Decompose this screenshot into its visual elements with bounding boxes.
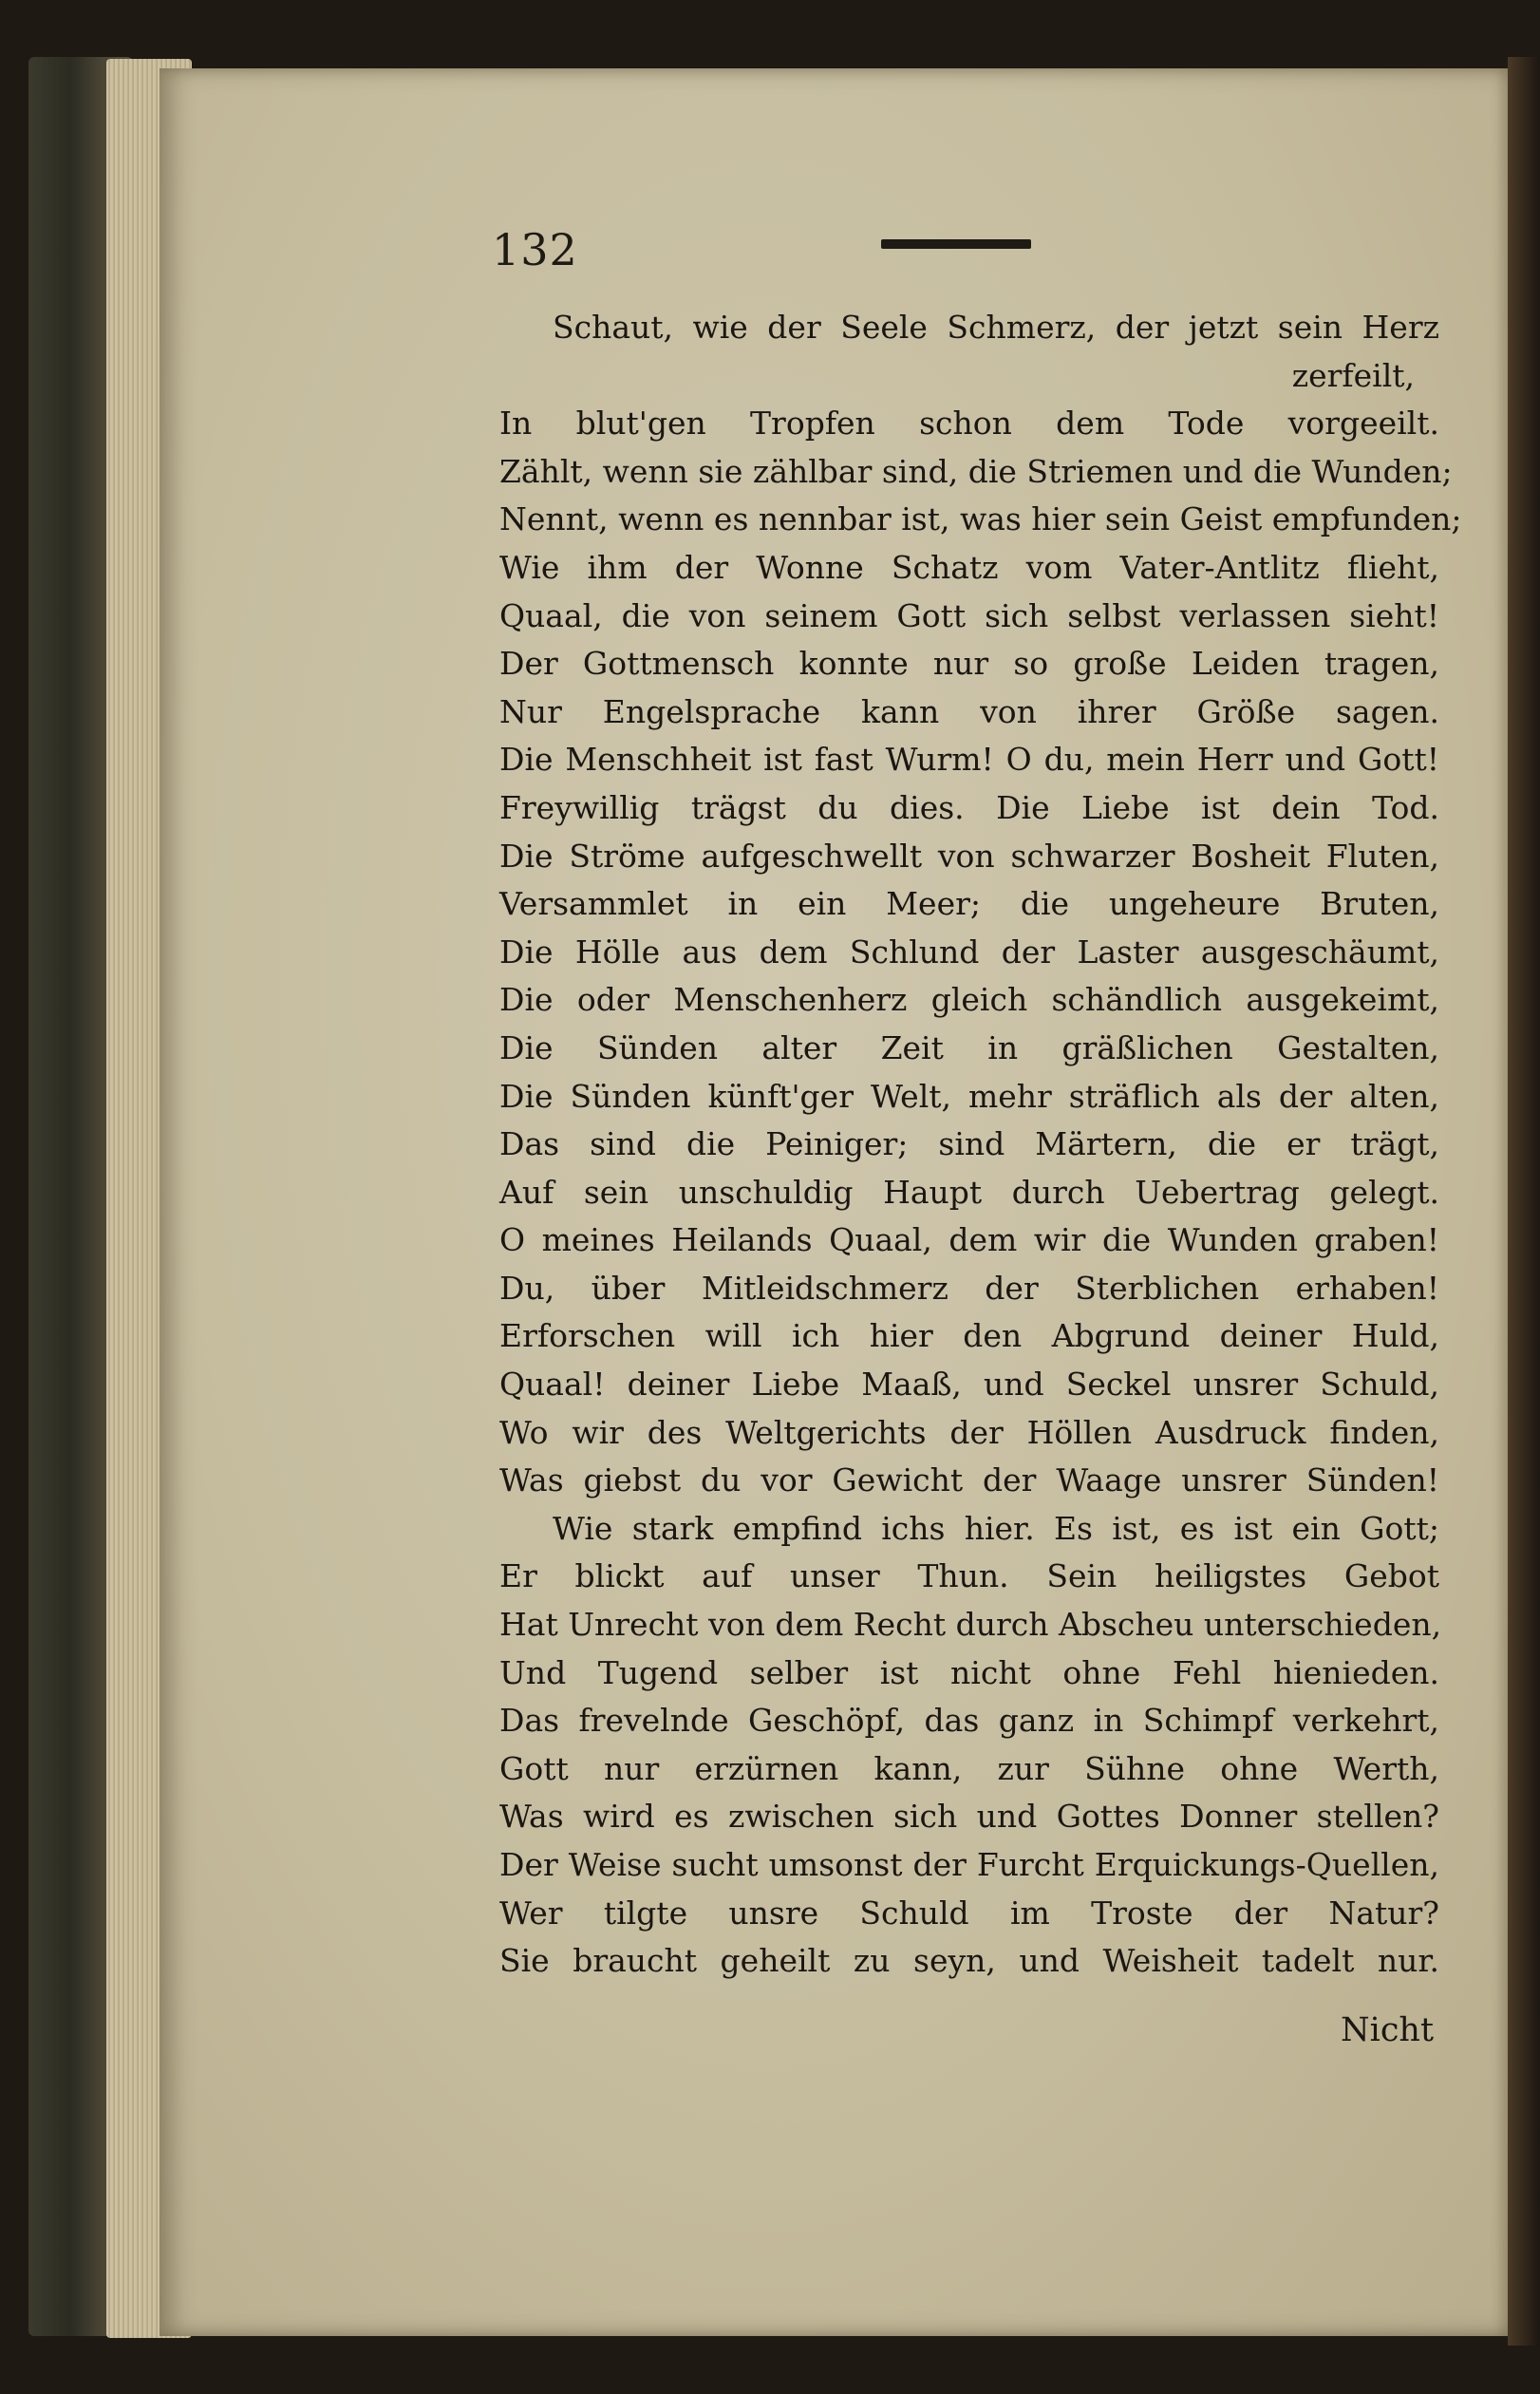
text-line: Er blickt auf unser Thun. Sein heiligstes Gebot (499, 1557, 1439, 1595)
text-line: Die oder Menschenherz gleich schändlich ausgekeimt, (499, 981, 1439, 1019)
text-line: Du, über Mitleidschmerz der Sterblichen erhaben! (499, 1269, 1439, 1307)
text-line: Was giebst du vor Gewicht der Waage unsrer Sünden! (499, 1461, 1439, 1499)
text-line: Wer tilgte unsre Schuld im Troste der Natur? (499, 1894, 1439, 1932)
text-line: zerfeilt, (1291, 356, 1415, 394)
text-line: Quaal! deiner Liebe Maaß, und Seckel unsrer Schuld, (499, 1366, 1439, 1404)
poem-text (499, 304, 1462, 1986)
text-line: Zählt, wenn sie zählbar sind, die Striemen und die Wunden; (499, 452, 1453, 490)
text-line: Die Ströme aufgeschwellt von schwarzer Bosheit Fluten, (499, 837, 1439, 875)
text-line: Wo wir des Weltgerichts der Höllen Ausdruck finden, (499, 1413, 1439, 1451)
text-line: Hat Unrecht von dem Recht durch Abscheu unterschieden, (499, 1606, 1442, 1644)
text-line: Erforschen will ich hier den Abgrund deiner Huld, (499, 1317, 1439, 1355)
page-number: 132 (492, 224, 578, 275)
catchword: Nicht (1341, 2011, 1435, 2049)
text-line: Das sind die Peiniger; sind Märtern, die er trägt, (499, 1125, 1439, 1163)
text-line: Der Gottmensch konnte nur so große Leiden tragen, (499, 645, 1439, 683)
text-line: Quaal, die von seinem Gott sich selbst verlassen sieht! (499, 596, 1439, 634)
gutter-shadow (1508, 57, 1540, 2346)
text-line: Die Sünden künft'ger Welt, mehr sträflich als der alten, (499, 1077, 1439, 1115)
text-line: Das frevelnde Geschöpf, das ganz in Schimpf verkehrt, (499, 1702, 1439, 1740)
text-line: In blut'gen Tropfen schon dem Tode vorgeeilt. (499, 405, 1439, 443)
text-line: Auf sein unschuldig Haupt durch Uebertrag gelegt. (499, 1173, 1439, 1211)
text-line: Wie stark empfind ichs hier. Es ist, es ist ein Gott; (553, 1509, 1439, 1547)
text-line: Nur Engelsprache kann von ihrer Größe sagen. (499, 692, 1439, 730)
text-line: Die Menschheit ist fast Wurm! O du, mein Herr und Gott! (499, 741, 1439, 779)
header-rule (881, 239, 1031, 249)
text-line: Nennt, wenn es nennbar ist, was hier sein Geist empfunden; (499, 500, 1462, 538)
text-line: Die Hölle aus dem Schlund der Laster ausgeschäumt, (499, 933, 1439, 971)
text-line: O meines Heilands Quaal, dem wir die Wunden graben! (499, 1221, 1439, 1259)
text-line: Die Sünden alter Zeit in gräßlichen Gestalten, (499, 1028, 1439, 1066)
text-line: Schaut, wie der Seele Schmerz, der jetzt sein Herz (553, 309, 1439, 346)
text-line: Gott nur erzürnen kann, zur Sühne ohne Werth, (499, 1749, 1439, 1787)
text-line: Der Weise sucht umsonst der Furcht Erquickungs-Quellen, (499, 1846, 1439, 1883)
text-line: Sie braucht geheilt zu seyn, und Weisheit tadelt nur. (499, 1942, 1439, 1980)
text-line: Freywillig trägst du dies. Die Liebe ist dein Tod. (499, 788, 1439, 826)
text-line: Versammlet in ein Meer; die ungeheure Bruten, (499, 885, 1439, 923)
text-line: Was wird es zwischen sich und Gottes Donner stellen? (499, 1798, 1439, 1836)
text-line: Wie ihm der Wonne Schatz vom Vater-Antlitz flieht, (499, 548, 1439, 586)
text-line: Und Tugend selber ist nicht ohne Fehl hienieden. (499, 1653, 1439, 1691)
